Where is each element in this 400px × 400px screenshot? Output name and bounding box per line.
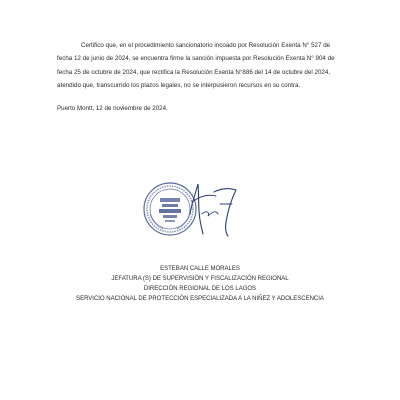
certificate-line-4: atendido que, transcurrido los plazos legales, no se interpusieron recursos en su contra. xyxy=(57,81,301,89)
certificate-line-3: fecha 25 de octubre de 2024, que rectifica la Resolución Exenta N°886 del 14 de octubre del 2024, xyxy=(57,68,331,76)
handwritten-signature xyxy=(186,180,242,238)
certificate-line-2: fecha 12 de junio de 2024, se encuentra firme la sanción impuesta por Resolución Exenta N° 904 de xyxy=(57,55,335,63)
certificate-body xyxy=(57,39,357,92)
signatory-position: JEFATURA (S) DE SUPERVISIÓN Y FISCALIZACIÓN REGIONAL xyxy=(111,276,289,283)
signatory-office: DIRECCIÓN REGIONAL DE LOS LAGOS xyxy=(143,286,257,293)
signatory-name: ESTEBAN CALLE MORALES xyxy=(160,266,240,272)
signatory-block xyxy=(0,264,400,304)
place-and-date: Puerto Montt, 12 de noviembre de 2024. xyxy=(57,105,168,112)
certificate-line-1-text: Certifico que, en el procedimiento sancionatorio incoado por Resolución Exenta N° 527 de xyxy=(81,42,331,49)
signatory-institution: SERVICIO NACIONAL DE PROTECCIÓN ESPECIALIZADA A LA NIÑEZ Y ADOLESCENCIA xyxy=(76,296,324,303)
certificate-line-1 xyxy=(57,39,357,52)
